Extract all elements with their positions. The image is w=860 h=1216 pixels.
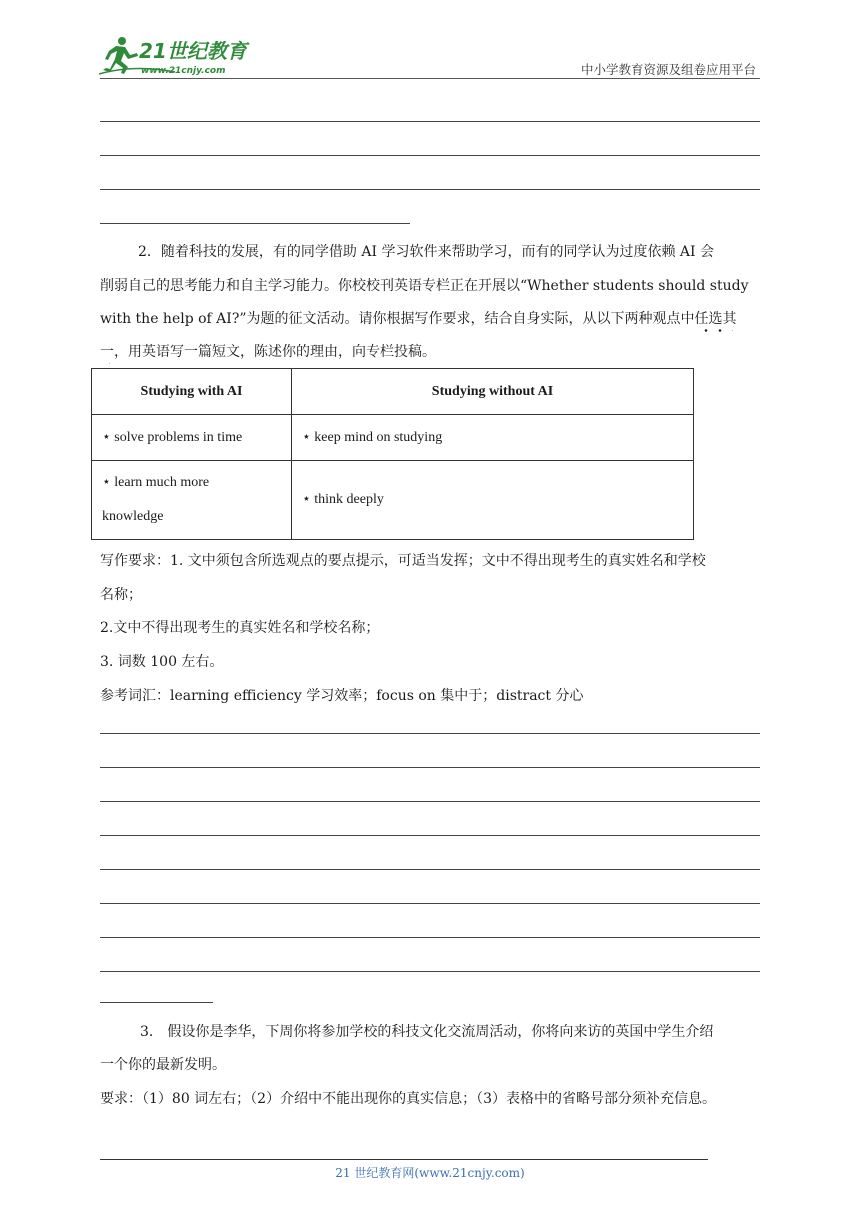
table-cell: ⋆ solve problems in time [92,415,292,461]
answer-line [100,835,760,836]
answer-line [100,971,760,972]
table-cell: ⋆ keep mind on studying [292,415,694,461]
requirement-2: 2.文中不得出现考生的真实姓名和学校名称； [100,620,380,636]
q2-line-3-text: with the help of AI?”为题的征文活动。请你根据写作要求，结合自身实际，从以下两种观点中 [100,311,695,327]
logo-text: 21世纪教育 [139,39,247,63]
answer-line [100,1002,213,1003]
q3-line-1: 3． 假设你是李华，下周你将参加学校的科技文化交流周活动，你将向来访的英国中学生介绍 [140,1024,714,1040]
answer-line [100,903,760,904]
q2-emphasis: 任选其 [694,311,737,327]
answer-line [100,937,760,938]
answer-line [100,767,760,768]
q3-line-2: 一个你的最新发明。 [100,1057,226,1073]
table-header: Studying without AI [292,369,694,415]
q2-line-4 [100,341,436,361]
answer-line [100,155,760,156]
answer-line [100,189,760,190]
answer-line [100,801,760,802]
header-rule [100,78,760,79]
answer-line [100,223,410,224]
table-row [92,415,694,461]
table-row [92,461,694,540]
table-header: Studying with AI [92,369,292,415]
logo-url: www.21cnjy.com [141,66,226,76]
answer-line [100,733,760,734]
table-cell: ⋆ think deeply [292,461,694,540]
q2-line-4-text: ，用英语写一篇短文，陈述你的理由，向专栏投稿。 [114,344,436,360]
header-platform-title: 中小学教育资源及组卷应用平台 [580,62,756,77]
footer-rule [100,1159,708,1160]
q2-line-3 [100,308,737,328]
reference-vocab: 参考词汇：learning efficiency 学习效率；focus on 集中于；distract 分心 [100,688,584,704]
q2-emphasis-cont: 一 [100,344,114,360]
answer-line [100,121,760,122]
requirement-3: 3. 词数 100 左右。 [100,654,224,670]
footer-link[interactable]: 21 世纪教育网(www.21cnjy.com) [335,1166,525,1180]
answer-line [100,869,760,870]
site-logo [95,34,260,78]
requirement-1-cont: 名称； [100,587,142,603]
requirement-1: 写作要求：1. 文中须包含所选观点的要点提示，可适当发挥；文中不得出现考生的真实姓名和学校 [100,553,706,569]
q3-line-3: 要求：（1）80 词左右；（2）介绍中不能出现你的真实信息；（3）表格中的省略号部分须补充信息。 [100,1091,716,1107]
table-cell: ⋆ learn much more knowledge [92,461,292,540]
viewpoints-table [91,368,694,540]
table-header-row [92,369,694,415]
q2-line-1: 2．随着科技的发展，有的同学借助 AI 学习软件来帮助学习，而有的同学认为过度依赖 AI 会 [138,244,714,260]
q2-line-2: 削弱自己的思考能力和自主学习能力。你校校刊英语专栏正在开展以“Whether students should study [100,278,749,294]
